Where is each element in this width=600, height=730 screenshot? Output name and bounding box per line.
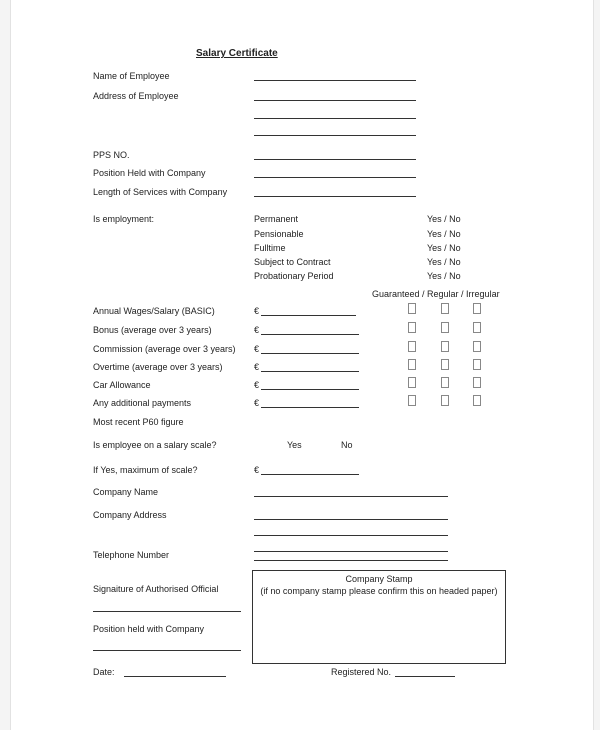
pay-item-line[interactable] bbox=[261, 407, 359, 408]
pay-item-label: Annual Wages/Salary (BASIC) bbox=[93, 306, 215, 316]
company-address-line-3[interactable] bbox=[254, 551, 448, 552]
page-title: Salary Certificate bbox=[196, 48, 278, 59]
company-name-line[interactable] bbox=[254, 496, 448, 497]
signature-label: Signaiture of Authorised Official bbox=[93, 584, 219, 594]
irregular-checkbox[interactable] bbox=[473, 359, 481, 370]
name-of-employee-label: Name of Employee bbox=[93, 71, 170, 81]
registered-line[interactable] bbox=[395, 676, 455, 677]
pay-item-label: Most recent P60 figure bbox=[93, 417, 184, 427]
company-address-label: Company Address bbox=[93, 510, 167, 520]
guaranteed-checkbox[interactable] bbox=[408, 341, 416, 352]
salary-certificate-page bbox=[10, 0, 594, 730]
stamp-note: (if no company stamp please confirm this on headed paper) bbox=[260, 586, 498, 596]
irregular-checkbox[interactable] bbox=[473, 322, 481, 333]
pay-item-label: Car Allowance bbox=[93, 380, 151, 390]
employment-type-label: Probationary Period bbox=[254, 271, 334, 281]
regular-checkbox[interactable] bbox=[441, 359, 449, 370]
euro-sign: € bbox=[254, 465, 260, 475]
regular-checkbox[interactable] bbox=[441, 377, 449, 388]
employment-yes-no[interactable]: Yes / No bbox=[427, 257, 461, 267]
pps-label: PPS NO. bbox=[93, 150, 130, 160]
pay-item-line[interactable] bbox=[261, 334, 359, 335]
employment-type-label: Pensionable bbox=[254, 229, 304, 239]
telephone-label: Telephone Number bbox=[93, 550, 170, 560]
pay-item-line[interactable] bbox=[261, 389, 359, 390]
stamp-title: Company Stamp bbox=[345, 574, 413, 584]
euro-sign: € bbox=[254, 362, 260, 372]
regular-checkbox[interactable] bbox=[441, 395, 449, 406]
position-company-label: Position held with Company bbox=[93, 624, 205, 634]
pay-item-label: Overtime (average over 3 years) bbox=[93, 362, 223, 372]
euro-sign: € bbox=[254, 398, 260, 408]
address-line-1[interactable] bbox=[254, 100, 416, 101]
position-held-label: Position Held with Company bbox=[93, 168, 206, 178]
regular-checkbox[interactable] bbox=[441, 322, 449, 333]
date-label: Date: bbox=[93, 667, 115, 677]
address-line-3[interactable] bbox=[254, 135, 416, 136]
pay-item-label: Any additional payments bbox=[93, 398, 192, 408]
pps-line[interactable] bbox=[254, 159, 416, 160]
pay-item-line[interactable] bbox=[261, 371, 359, 372]
length-of-service-label: Length of Services with Company bbox=[93, 187, 228, 197]
signature-line[interactable] bbox=[93, 611, 241, 612]
address-line-2[interactable] bbox=[254, 118, 416, 119]
guarantee-header: Guaranteed / Regular / Irregular bbox=[372, 289, 500, 299]
guaranteed-checkbox[interactable] bbox=[408, 322, 416, 333]
is-employment-label: Is employment: bbox=[93, 214, 155, 224]
company-stamp-box[interactable] bbox=[252, 570, 506, 664]
employment-yes-no[interactable]: Yes / No bbox=[427, 271, 461, 281]
irregular-checkbox[interactable] bbox=[473, 341, 481, 352]
euro-sign: € bbox=[254, 344, 260, 354]
max-scale-label: If Yes, maximum of scale? bbox=[93, 465, 198, 475]
date-line[interactable] bbox=[124, 676, 226, 677]
guaranteed-checkbox[interactable] bbox=[408, 359, 416, 370]
position-held-line[interactable] bbox=[254, 177, 416, 178]
euro-sign: € bbox=[254, 380, 260, 390]
regular-checkbox[interactable] bbox=[441, 303, 449, 314]
guaranteed-checkbox[interactable] bbox=[408, 395, 416, 406]
pay-item-label: Bonus (average over 3 years) bbox=[93, 325, 212, 335]
pay-item-line[interactable] bbox=[261, 315, 356, 316]
guaranteed-checkbox[interactable] bbox=[408, 377, 416, 388]
registered-label: Registered No. bbox=[331, 667, 392, 677]
company-address-line-1[interactable] bbox=[254, 519, 448, 520]
address-of-employee-label: Address of Employee bbox=[93, 91, 179, 101]
pay-item-line[interactable] bbox=[261, 353, 359, 354]
employment-yes-no[interactable]: Yes / No bbox=[427, 229, 461, 239]
employment-yes-no[interactable]: Yes / No bbox=[427, 243, 461, 253]
employment-type-label: Fulltime bbox=[254, 243, 286, 253]
employment-type-label: Subject to Contract bbox=[254, 257, 331, 267]
max-scale-line[interactable] bbox=[261, 474, 359, 475]
euro-sign: € bbox=[254, 325, 260, 335]
pay-item-label: Commission (average over 3 years) bbox=[93, 344, 236, 354]
salary-scale-yes[interactable]: Yes bbox=[287, 440, 302, 450]
salary-scale-no[interactable]: No bbox=[341, 440, 353, 450]
irregular-checkbox[interactable] bbox=[473, 303, 481, 314]
name-of-employee-line[interactable] bbox=[254, 80, 416, 81]
position-company-line[interactable] bbox=[93, 650, 241, 651]
employment-type-label: Permanent bbox=[254, 214, 299, 224]
euro-sign: € bbox=[254, 306, 260, 316]
irregular-checkbox[interactable] bbox=[473, 395, 481, 406]
salary-scale-question: Is employee on a salary scale? bbox=[93, 440, 217, 450]
telephone-line[interactable] bbox=[254, 560, 448, 561]
guaranteed-checkbox[interactable] bbox=[408, 303, 416, 314]
employment-yes-no[interactable]: Yes / No bbox=[427, 214, 461, 224]
length-of-service-line[interactable] bbox=[254, 196, 416, 197]
irregular-checkbox[interactable] bbox=[473, 377, 481, 388]
company-address-line-2[interactable] bbox=[254, 535, 448, 536]
company-name-label: Company Name bbox=[93, 487, 159, 497]
regular-checkbox[interactable] bbox=[441, 341, 449, 352]
